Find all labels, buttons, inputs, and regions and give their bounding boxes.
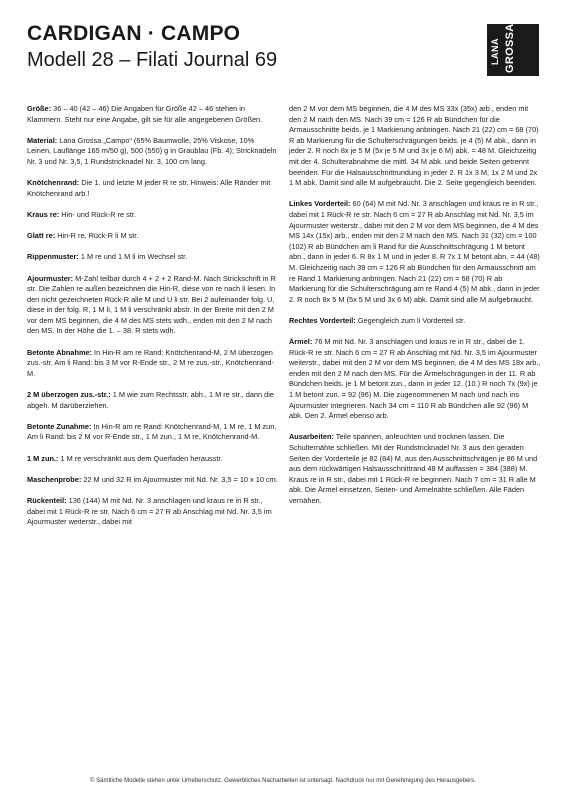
section-betonte-abnahme: Betonte Abnahme: In Hin-R am re Rand: Knötchenrand-M, 2 M überzogen zus.-str. Am li Rand: bis 3 M vor R-Ende str., 2 M re zus.-str., Knötchenrand-M. [27, 347, 274, 378]
right-column [289, 104, 541, 517]
section-ajourmuster: Ajourmuster: M-Zahl teilbar durch 4 + 2 + 2 Rand-M. Nach Strickschrift in R str. Die Zahlen re außen bezeichnen die Hin-R, diese von re nach li lesen. In den nicht gezeichneten Rück-R alle M und U li str. Bei 2 aufeinander folg. U, diese in der folg. R, 1 M li, 1 M li verschränkt abstr. In der Breite mit den 2 M vor dem MS beginnen, die 4 M des MS stets wdh., enden mit den 2 M nach den MS. In der Höhe die 1. – 38. R stets wdh. [27, 273, 276, 336]
section-material: Material: Lana Grossa „Campo“ (65% Baumwolle, 25% Viskose, 10% Leinen, Lauflänge 165 m/50 g), 500 (550) g in Graublau (Fb. 4); Stricknadeln Nr. 3 und Nr. 3,5, 1 Rundstricknadel Nr. 3, 100 cm lang. [27, 135, 277, 166]
section-rechtes-vorderteil: Rechtes Vorderteil: Gegengleich zum li Vorderteil str. [289, 315, 466, 325]
section-aermel: Ärmel: 76 M mit Nd. Nr. 3 anschlagen und kraus re in R str., dabei die 1. Rück-R re str. Nach 6 cm = 27 R ab Anschlag mit Nd. Nr. 3,5 im Ajourmuster weiterstr., dabei mit den 2 M vor dem MS beginnen, die 4 M des MS 18x arb., enden mit den 2 M nach den MS. Für die Ärmelschrägungen in der 11. R ab Bündchen beids. je 1 M betont zun., dann in jeder 12. (10.) R noch 7x (9x) je 1 M betont zun. = 92 (96) M. Die zugenommenen M nach und nach ins Ajourmuster integrieren. Nach 34 cm = 110 R ab Bündchen alle 92 (96) M abk. Den 2. Ärmel ebenso arb. [289, 337, 541, 421]
section-rippenmuster: Rippenmuster: 1 M re und 1 M li im Wechsel str. [27, 252, 188, 262]
section-rueckenteil: Rückenteil: 136 (144) M mit Nd. Nr. 3 anschlagen und kraus re in R str., dabei mit 1 Rück-R re str. Nach 6 cm = 27 R ab Anschlag mit Nd. Nr. 3,5 im Ajourmuster weiterstr., dabei mit [27, 495, 272, 527]
section-rueckenteil-cont: den 2 M vor dem MS beginnen, die 4 M des MS 33x (35x) arb., enden mit den 2 M nach den MS. Nach 39 cm = 126 R ab Bündchen für die Armausschnitte beids. je 1 Markierung anbringen. Nach 21 (22) cm = 68 (70) R ab Markierung für die Schulterschrägungen beids. je 4 (5) M abk., dann in jeder 2. R noch 8x je 5 M (5x je 5 M und 3x je 6 M) abk. = 48 M. Gleichzeitig mit der 4. Schulterabnahme die mittl. 34 M abk. und beide Seiten getrennt beenden. Für die Halsausschnittrundung in jeder 2. R 1x 3 M, 1x 2 M und 2x 1 M abk. Damit sind alle M aufgebraucht. Die 2. Seite gegengleich beenden. [289, 104, 539, 188]
logo-text-small: LANA [490, 38, 500, 66]
copyright-footer: © Sämtliche Modelle stehen unter Urheberschutz. Gewerbliches Nacharbeiten ist untersagt. Nachdruck nur mit Genehmigung des Herausgebers. [90, 778, 476, 784]
lana-grossa-logo [487, 24, 539, 76]
section-ausarbeiten: Ausarbeiten: Teile spannen, anfeuchten und trocknen lassen. Die Schulternähte schließen. Mit der Rundstricknadel Nr. 3 aus den geraden Seiten der Vorderteile je 82 (84) M, aus den Ausschnittschrägen je 86 M und aus dem rückwärtigen Halsausschnittrand 48 M auffassen = 384 (388) M. Kraus re in R str., dabei mit 1 Rück-R re beginnen. Nach 7 cm = 31 R alle M abk. Die Ärmel einsetzen, Seiten- und Ärmelnähte schließen. Alle Fäden vernähen. [289, 432, 538, 505]
page-title: CARDIGAN · CAMPO [27, 22, 241, 45]
section-glatt-re: Glatt re: Hin-R re, Rück-R li M str. [27, 231, 139, 241]
section-kraus-re: Kraus re: Hin- und Rück-R re str. [27, 209, 136, 219]
section-m-zun: 1 M zun.: 1 M re verschränkt aus dem Querfaden herausstr. [27, 453, 223, 463]
section-betonte-zunahme: Betonte Zunahme: In Hin-R am re Rand: Knötchenrand-M, 1 M re, 1 M zun. Am li Rand: bis 2 M vor R-Ende str., 1 M zun., 1 M re, Knötchenrand-M. [27, 421, 277, 442]
section-knoetchenrand: Knötchenrand: Die 1. und letzte M jeder R re str. Hinweis: Alle Ränder mit Knötchenrand arb.! [27, 178, 271, 198]
section-size: Größe: 36 – 40 (42 – 46) Die Angaben für Größe 42 – 46 stehen in Klammern. Steht nur eine Angabe, gilt sie für alle angegebenen Größen. [27, 104, 263, 124]
logo-text-large: GROSSA [504, 23, 516, 73]
section-maschenprobe: Maschenprobe: 22 M und 32 R im Ajourmuster mit Nd. Nr. 3,5 = 10 x 10 cm. [27, 474, 278, 484]
section-ueberzogen: 2 M überzogen zus.-str.: 1 M wie zum Rechtsstr. abh., 1 M re str., dann die abgeh. M darüberziehen. [27, 390, 274, 410]
left-column [27, 104, 279, 538]
page-subtitle: Modell 28 – Filati Journal 69 [27, 49, 278, 71]
section-linkes-vorderteil: Linkes Vorderteil: 60 (64) M mit Nd. Nr. 3 anschlagen und kraus re in R str., dabei mit 1 Rück-R re str. Nach 6 cm = 27 R ab Anschlag mit Nd. Nr. 3,5 im Ajourmuster weiterstr., dabei mit den 2 M vor dem MS beginnen, die 4 M des MS 14x (15x) arb., enden mit den 2 M nach den MS. Nach 31 (32) cm = 100 (102) R ab Bündchen am li Rand für die Ausschnittschrägung 1 M betont abn., dann in jeder 6. R 8x 1 M und in jeder 8. R 7x 1 M betont abn. = 44 (48) M. Gleichzeitig nach 39 cm = 126 R ab Bündchen für den Armausschnitt am re Rand 1 Markierung anbringen. Nach 21 (22) cm = 68 (70) R ab Markierung für die Schulterschrägung am re Rand 4 (5) M abk., dann in jeder 2. R noch 8x 5 M (5x 5 M und 3x 6 M) abk. Damit sind alle M aufgebraucht. [289, 199, 540, 304]
